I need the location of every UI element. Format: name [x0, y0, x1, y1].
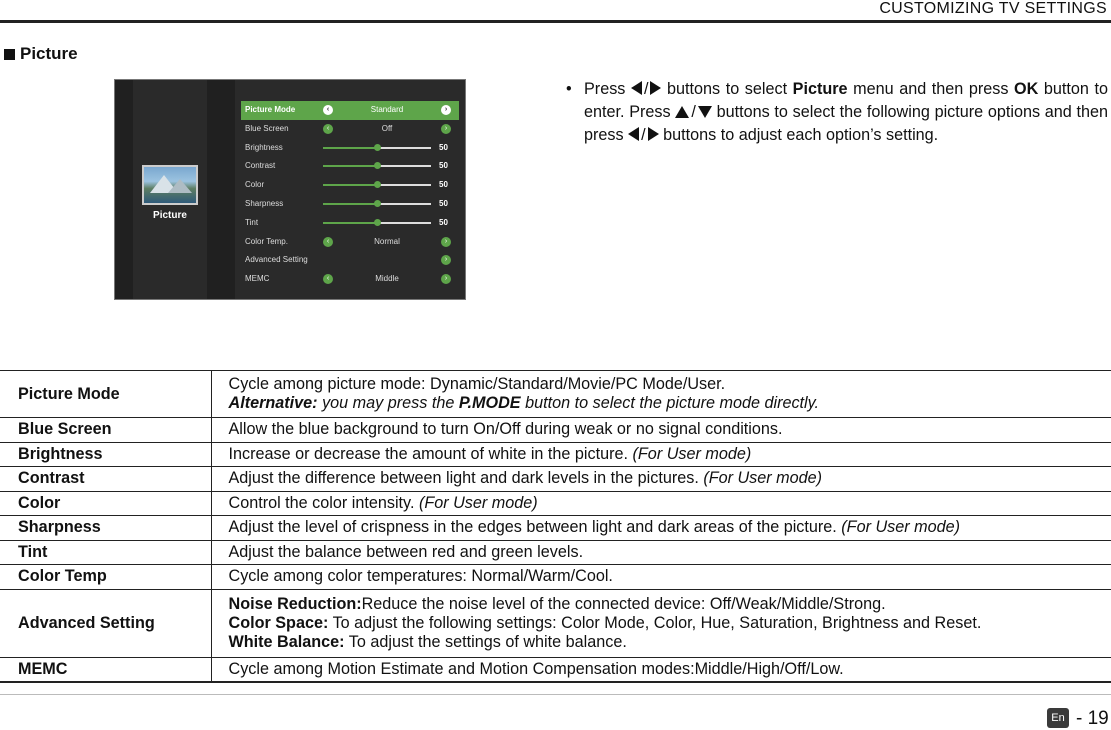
setting-name: Tint — [0, 540, 211, 565]
tv-slider-fill — [323, 222, 377, 224]
tv-menu-item-label: Contrast — [245, 161, 276, 171]
tv-slider-fill — [323, 203, 377, 205]
setting-name: Blue Screen — [0, 418, 211, 443]
instr-text: menu and then press — [853, 80, 1009, 98]
tv-menu-item-label: Picture Mode — [245, 105, 296, 114]
tv-slider-fill — [323, 184, 377, 186]
tv-menu-item[interactable] — [241, 270, 459, 289]
tv-menu-item-label: Sharpness — [245, 198, 284, 208]
chevron-right-icon[interactable]: › — [441, 105, 451, 115]
setting-name: Sharpness — [0, 516, 211, 541]
tv-menu-item-value: Off — [381, 123, 393, 133]
desc-line — [229, 614, 1111, 633]
tv-menu-item[interactable] — [241, 139, 459, 158]
instr-text: buttons to adjust each option’s setting. — [663, 126, 939, 144]
setting-name: Color — [0, 491, 211, 516]
instr-text: button to enter. Press — [584, 80, 1108, 121]
tv-slider-value: 50 — [439, 161, 448, 171]
desc-note: (For User mode) — [703, 469, 823, 488]
tv-decor-strip — [207, 80, 235, 299]
desc-text: Adjust the level of crispness in the edges between light and dark areas of the picture. — [228, 518, 837, 537]
desc-label: Color Space: — [228, 613, 329, 632]
instr-text: buttons to select — [667, 80, 788, 98]
right-arrow-icon — [648, 127, 659, 141]
table-row — [0, 516, 1111, 541]
instructions — [568, 78, 1108, 147]
setting-name: Advanced Setting — [0, 589, 211, 657]
setting-desc — [211, 442, 1111, 467]
tv-menu-item[interactable] — [241, 214, 459, 233]
setting-name: Picture Mode — [0, 371, 211, 418]
table-row — [0, 467, 1111, 492]
page-dash: - — [1076, 708, 1083, 729]
tv-slider-knob[interactable] — [374, 181, 381, 188]
instr-bold: Picture — [792, 80, 848, 98]
tv-menu-item-label: Color Temp. — [245, 236, 288, 246]
desc-label: Noise Reduction: — [228, 594, 362, 613]
setting-desc — [211, 491, 1111, 516]
tv-menu-item-value: Middle — [375, 274, 399, 284]
setting-desc — [211, 589, 1111, 657]
alt-text: you may press the — [322, 394, 455, 412]
tv-menu-item-value: Normal — [374, 236, 400, 246]
tv-slider[interactable] — [323, 147, 431, 149]
desc-note: (For User mode) — [418, 493, 538, 512]
desc-line — [229, 633, 1111, 652]
desc-text: To adjust the settings of white balance. — [348, 632, 627, 651]
tv-slider-fill — [323, 147, 377, 149]
table-row — [0, 565, 1111, 590]
left-arrow-icon — [631, 81, 642, 95]
tv-menu-item[interactable] — [241, 157, 459, 176]
desc-text: Adjust the difference between light and dark levels in the pictures. — [228, 469, 699, 488]
desc-line — [229, 394, 1111, 413]
section-title-text: Picture — [20, 44, 78, 63]
table-row — [0, 657, 1111, 682]
tv-slider[interactable] — [323, 184, 431, 186]
section-square-icon — [4, 49, 15, 60]
instr-text: buttons to select the following picture options and then press — [584, 103, 1109, 144]
page-number — [1076, 708, 1109, 730]
chevron-left-icon[interactable]: ‹ — [323, 105, 333, 115]
tv-slider-knob[interactable] — [374, 200, 381, 207]
tv-slider-knob[interactable] — [374, 219, 381, 226]
desc-text: Control the color intensity. — [228, 493, 415, 512]
tv-menu-item-value: Standard — [370, 105, 404, 114]
tv-menu-item-label: Color — [245, 180, 265, 190]
chevron-left-icon[interactable]: ‹ — [323, 237, 333, 247]
setting-desc: Adjust the balance between red and green levels. — [211, 540, 1111, 565]
tv-menu-item[interactable] — [241, 233, 459, 252]
setting-desc — [211, 371, 1111, 418]
setting-desc — [211, 467, 1111, 492]
alt-text: button to select the picture mode directly. — [525, 394, 820, 412]
alt-key: P.MODE — [458, 394, 521, 412]
setting-desc: Allow the blue background to turn On/Off during weak or no signal conditions. — [211, 418, 1111, 443]
instructions-paragraph — [584, 78, 1108, 147]
tv-menu-item-label: Brightness — [245, 142, 283, 152]
instr-text: Press — [584, 80, 626, 98]
setting-name: Brightness — [0, 442, 211, 467]
table-row — [0, 371, 1111, 418]
setting-desc: Cycle among Motion Estimate and Motion Compensation modes:Middle/High/Off/Low. — [211, 657, 1111, 682]
tv-slider-fill — [323, 165, 377, 167]
chevron-right-icon[interactable]: › — [441, 274, 451, 284]
tv-slider-knob[interactable] — [374, 162, 381, 169]
slash: / — [691, 103, 696, 121]
setting-desc — [211, 516, 1111, 541]
slash: / — [643, 80, 649, 98]
slash: / — [641, 126, 646, 144]
desc-note: (For User mode) — [632, 444, 752, 463]
tv-menu-item[interactable] — [241, 251, 459, 270]
alt-label: Alternative: — [228, 394, 318, 412]
tv-slider-value: 50 — [439, 198, 448, 208]
table-row — [0, 418, 1111, 443]
desc-text: Increase or decrease the amount of white in the picture. — [228, 444, 629, 463]
chevron-right-icon[interactable]: › — [441, 237, 451, 247]
desc-text: Reduce the noise level of the connected device: Off/Weak/Middle/Strong. — [361, 594, 886, 613]
setting-name: MEMC — [0, 657, 211, 682]
header-rule — [0, 20, 1111, 23]
table-row — [0, 540, 1111, 565]
tv-menu-item-label: Tint — [245, 217, 259, 227]
picture-settings-table — [0, 370, 1111, 683]
tv-menu-item[interactable] — [241, 195, 459, 214]
setting-desc: Cycle among color temperatures: Normal/Warm/Cool. — [211, 565, 1111, 590]
desc-text: To adjust the following settings: Color Mode, Color, Hue, Saturation, Brightness and Reset. — [332, 613, 982, 632]
up-arrow-icon — [675, 106, 689, 118]
chevron-right-icon[interactable]: › — [441, 124, 451, 134]
right-arrow-icon — [650, 81, 661, 95]
tv-slider-value: 50 — [439, 180, 448, 190]
tv-thumb-label: Picture — [153, 210, 187, 221]
desc-line: Cycle among picture mode: Dynamic/Standard/Movie/PC Mode/User. — [228, 375, 726, 393]
tv-menu-item-label: Advanced Setting — [245, 255, 308, 265]
table-row — [0, 589, 1111, 657]
tv-slider[interactable] — [323, 165, 431, 167]
chevron-left-icon[interactable]: ‹ — [323, 124, 333, 134]
tv-slider-value: 50 — [439, 217, 448, 227]
down-arrow-icon — [698, 106, 712, 118]
page-number-value: 19 — [1087, 708, 1109, 729]
footer-rule — [0, 694, 1111, 695]
tv-menu-item[interactable] — [241, 101, 459, 120]
chevron-right-icon[interactable]: › — [441, 255, 451, 265]
tv-menu-item-label: Blue Screen — [245, 123, 289, 133]
chevron-left-icon[interactable]: ‹ — [323, 274, 333, 284]
tv-slider-value: 50 — [439, 142, 448, 152]
desc-note: (For User mode) — [841, 518, 961, 537]
tv-menu-item[interactable] — [241, 176, 459, 195]
picture-thumbnail-icon — [142, 165, 198, 205]
tv-menu-item[interactable] — [241, 120, 459, 139]
language-badge: En — [1047, 708, 1069, 728]
tv-menu-item-label: MEMC — [245, 274, 270, 284]
instr-bold: OK — [1014, 80, 1039, 98]
page-header-title: CUSTOMIZING TV SETTINGS — [879, 0, 1107, 17]
desc-label: White Balance: — [228, 632, 345, 651]
setting-name: Color Temp — [0, 565, 211, 590]
left-arrow-icon — [628, 127, 639, 141]
tv-slider-knob[interactable] — [374, 144, 381, 151]
table-row — [0, 442, 1111, 467]
tv-picture-menu — [241, 101, 459, 289]
tv-slider[interactable] — [323, 203, 431, 205]
bullet: • — [566, 80, 572, 98]
section-title — [4, 44, 78, 64]
tv-menu-screenshot — [114, 79, 466, 300]
tv-decor-strip — [115, 80, 133, 299]
setting-name: Contrast — [0, 467, 211, 492]
tv-slider[interactable] — [323, 222, 431, 224]
table-row — [0, 491, 1111, 516]
desc-line — [229, 595, 1111, 614]
